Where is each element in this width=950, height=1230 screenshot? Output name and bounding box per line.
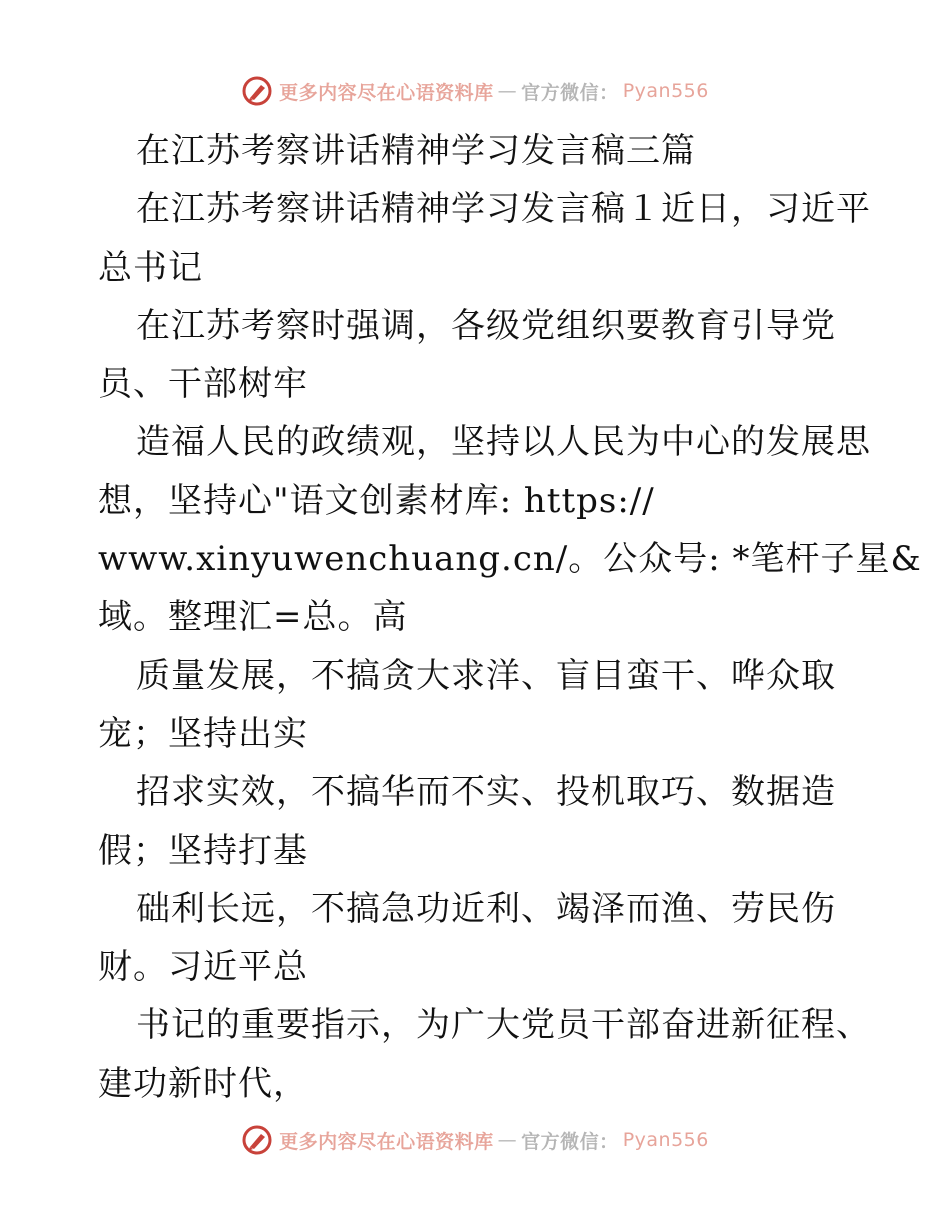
doc-title: 在江苏考察讲话精神学习发言稿三篇	[136, 131, 696, 171]
document-body	[98, 122, 922, 1113]
pen-nib-icon	[241, 1124, 273, 1156]
paragraph-line: 域。整理汇=总。高	[98, 597, 408, 638]
banner-site-name: 更多内容尽在心语资料库	[279, 81, 494, 104]
banner-wechat-id: Pyan556	[622, 1129, 709, 1151]
banner-wechat-label: 官方微信：	[521, 81, 619, 104]
paragraph-line: 总书记	[98, 247, 203, 288]
paragraph-line: 假；坚持打基	[98, 830, 308, 871]
banner-site-name: 更多内容尽在心语资料库	[279, 1130, 494, 1153]
paragraph-line: 财。习近平总	[98, 947, 308, 988]
banner-wechat-label: 官方微信：	[521, 1130, 619, 1153]
banner-separator: —	[497, 1129, 518, 1151]
banner-separator: —	[497, 80, 518, 102]
footer-banner	[0, 1120, 950, 1160]
paragraph-line: 质量发展，不搞贪大求洋、盲目蛮干、哗众取	[136, 655, 836, 696]
pen-nib-icon	[241, 75, 273, 107]
paragraph-line: 想，坚持心"语文创素材库: https://	[98, 480, 655, 521]
paragraph-line: 书记的重要指示，为广大党员干部奋进新征程、	[136, 1005, 871, 1046]
paragraph-line: 招求实效，不搞华而不实、投机取巧、数据造	[136, 772, 836, 813]
paragraph-line: 员、干部树牢	[98, 364, 308, 405]
paragraph-line: 在江苏考察讲话精神学习发言稿１近日，习近平	[136, 189, 871, 230]
banner-wechat-id: Pyan556	[622, 80, 709, 102]
paragraph-line: 宠；坚持出实	[98, 713, 308, 754]
paragraph-line: 造福人民的政绩观，坚持以人民为中心的发展思	[136, 422, 871, 463]
header-banner	[0, 71, 950, 111]
paragraph-line: 在江苏考察时强调，各级党组织要教育引导党	[136, 305, 836, 346]
paragraph-line: 础利长远，不搞急功近利、竭泽而渔、劳民伤	[136, 888, 836, 929]
paragraph-line: 建功新时代，	[98, 1063, 308, 1104]
paragraph-line: www.xinyuwenchuang.cn/。公众号: *笔杆子星&	[98, 539, 922, 580]
